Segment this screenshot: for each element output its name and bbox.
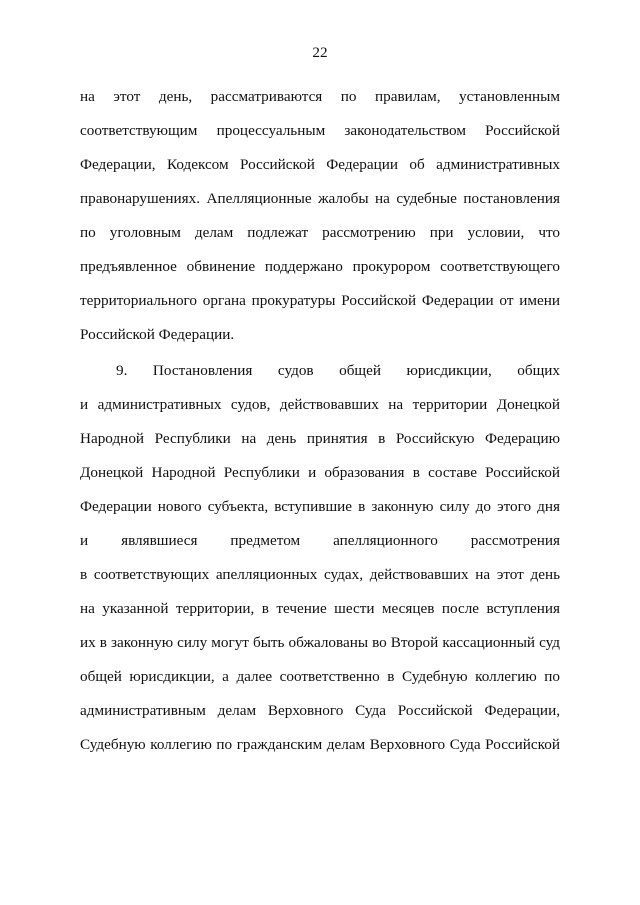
- text-line: Федерации, Кодексом Российской Федерации об административных: [80, 156, 560, 173]
- text-line: общей юрисдикции, а далее соответственно в Судебную коллегию по: [80, 668, 560, 685]
- text-line: Судебную коллегию по гражданским делам Верховного Суда Российской: [80, 736, 560, 753]
- text-line: административным делам Верховного Суда Российской Федерации,: [80, 702, 560, 719]
- text-line: на этот день, рассматриваются по правилам, установленным: [80, 88, 560, 105]
- text-line: в соответствующих апелляционных судах, действовавших на этот день: [80, 566, 560, 583]
- text-line: предъявленное обвинение поддержано прокурором соответствующего: [80, 258, 560, 275]
- text-line: и являвшиеся предметом апелляционного рассмотрения: [80, 532, 560, 549]
- text-line: по уголовным делам подлежат рассмотрению при условии, что: [80, 224, 560, 241]
- text-line: 9. Постановления судов общей юрисдикции, общих: [116, 362, 560, 379]
- text-line: и административных судов, действовавших на территории Донецкой: [80, 396, 560, 413]
- page-number: 22: [312, 44, 328, 61]
- text-line: их в законную силу могут быть обжалованы во Второй кассационный суд: [80, 634, 560, 651]
- paragraph-9: [80, 354, 560, 762]
- text-line: территориального органа прокуратуры Российской Федерации от имени: [80, 292, 560, 309]
- text-line: правонарушениях. Апелляционные жалобы на судебные постановления: [80, 190, 560, 207]
- text-line: на указанной территории, в течение шести месяцев после вступления: [80, 600, 560, 617]
- text-line: Народной Республики на день принятия в Российскую Федерацию: [80, 430, 560, 447]
- text-line: Донецкой Народной Республики и образования в составе Российской: [80, 464, 560, 481]
- text-line: Федерации нового субъекта, вступившие в законную силу до этого дня: [80, 498, 560, 515]
- text-line: соответствующим процессуальным законодательством Российской: [80, 122, 560, 139]
- paragraph-1: [80, 80, 560, 352]
- text-line: Российской Федерации.: [80, 326, 235, 343]
